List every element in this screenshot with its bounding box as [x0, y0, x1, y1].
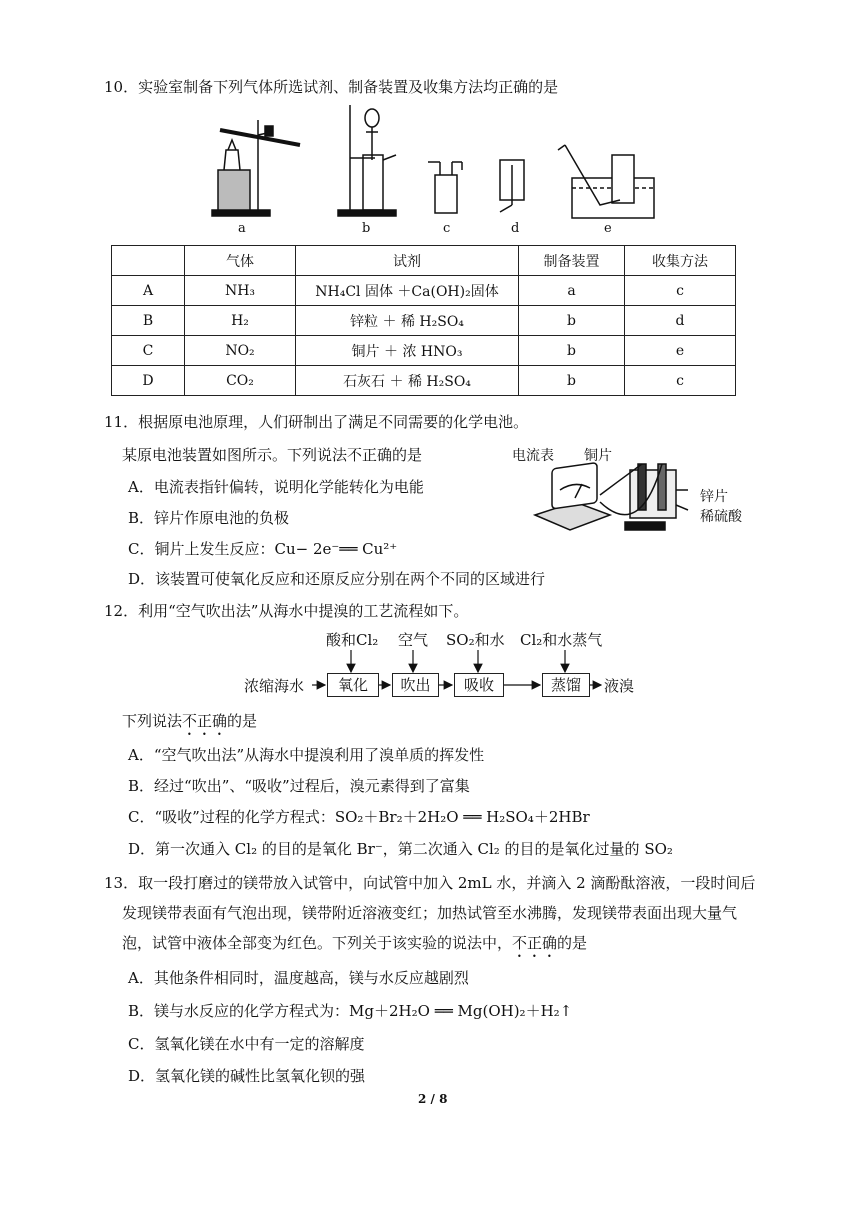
- flow-input-4: Cl₂和水蒸气: [520, 631, 603, 649]
- table-header: 收集方法: [625, 246, 736, 276]
- label-copper: 铜片: [584, 448, 612, 464]
- q13-line2: 发现镁带表面有气泡出现，镁带附近溶液变红；加热试管至水沸腾，发现镁带表面出现大量气: [122, 904, 738, 922]
- q12-sub-post: 的是: [227, 712, 258, 730]
- table-cell: CO₂: [185, 366, 296, 396]
- apparatus-label-b: b: [362, 221, 371, 236]
- table-cell: 铜片 ＋ 浓 HNO₃: [296, 336, 519, 366]
- q11-option-c: C．铜片上发生反应：Cu− 2e⁻══ Cu²⁺: [128, 540, 398, 558]
- flow-step-blow: 吹出: [392, 673, 439, 697]
- q12-sub-emph: 不正确: [182, 712, 228, 730]
- apparatus-label-a: a: [238, 221, 246, 236]
- flow-step-oxidation: 氧化: [327, 673, 379, 697]
- q13-line3-pre: 泡，试管中液体全部变为红色。下列关于该实验的说法中，: [122, 934, 513, 952]
- q12-option-a: A．“空气吹出法”从海水中提溴利用了溴单质的挥发性: [128, 746, 485, 764]
- q12-option-d: D．第一次通入 Cl₂ 的目的是氧化 Br⁻，第二次通入 Cl₂ 的目的是氧化过量的 SO₂: [128, 840, 673, 858]
- flow-input-2: 空气: [398, 631, 429, 649]
- apparatus-label-e: e: [604, 221, 612, 236]
- table-cell: NH₄Cl 固体 ＋Ca(OH)₂固体: [296, 276, 519, 306]
- table-cell: a: [519, 276, 625, 306]
- q13-line3: [122, 932, 587, 961]
- table-cell: b: [519, 336, 625, 366]
- table-cell: b: [519, 306, 625, 336]
- flow-step-distill: 蒸馏: [542, 673, 590, 697]
- table-cell: D: [112, 366, 185, 396]
- page-number: 2 / 8: [418, 1092, 448, 1106]
- q13-option-d: D．氢氧化镁的碱性比氢氧化钡的强: [128, 1067, 366, 1085]
- q10-stem: 10．实验室制备下列气体所选试剂、制备装置及收集方法均正确的是: [104, 78, 559, 96]
- table-cell: 锌粒 ＋ 稀 H₂SO₄: [296, 306, 519, 336]
- table-header: 制备装置: [519, 246, 625, 276]
- label-acid: 稀硫酸: [700, 509, 742, 525]
- q12-sub: [122, 710, 257, 739]
- table-cell: NH₃: [185, 276, 296, 306]
- table-cell: c: [625, 366, 736, 396]
- label-zinc: 锌片: [700, 489, 728, 505]
- flow-start: 浓缩海水: [244, 677, 305, 695]
- q12-option-c: C．“吸收”过程的化学方程式：SO₂＋Br₂＋2H₂O ══ H₂SO₄＋2HBr: [128, 808, 590, 826]
- q12-stem: 12．利用“空气吹出法”从海水中提溴的工艺流程如下。: [104, 602, 469, 620]
- apparatus-label-c: c: [443, 221, 451, 236]
- q11-stem: 11．根据原电池原理，人们研制出了满足不同需要的化学电池。: [104, 413, 529, 431]
- flow-input-1: 酸和Cl₂: [326, 631, 379, 649]
- table-cell: e: [625, 336, 736, 366]
- apparatus-label-d: d: [511, 221, 520, 236]
- q11-option-d: D．该装置可使氧化反应和还原反应分别在两个不同的区域进行: [128, 570, 546, 588]
- q12-option-b: B．经过“吹出”、“吸收”过程后，溴元素得到了富集: [128, 777, 470, 795]
- q13-option-a: A．其他条件相同时，温度越高，镁与水反应越剧烈: [128, 969, 469, 987]
- table-cell: H₂: [185, 306, 296, 336]
- q11-sub: 某原电池装置如图所示。下列说法不正确的是: [122, 446, 423, 464]
- q13-option-b: B．镁与水反应的化学方程式为：Mg＋2H₂O ══ Mg(OH)₂＋H₂↑: [128, 1002, 573, 1020]
- flow-input-3: SO₂和水: [446, 631, 505, 649]
- table-cell: d: [625, 306, 736, 336]
- table-header: 气体: [185, 246, 296, 276]
- table-cell: c: [625, 276, 736, 306]
- flow-end: 液溴: [604, 677, 635, 695]
- table-cell: B: [112, 306, 185, 336]
- q11-option-a: A．电流表指针偏转，说明化学能转化为电能: [128, 478, 424, 496]
- q12-sub-pre: 下列说法: [122, 712, 183, 730]
- label-ammeter: 电流表: [512, 448, 554, 464]
- table-cell: A: [112, 276, 185, 306]
- q13-line3-post: 的是: [557, 934, 588, 952]
- table-cell: b: [519, 366, 625, 396]
- flow-step-absorb: 吸收: [454, 673, 504, 697]
- table-cell: NO₂: [185, 336, 296, 366]
- q13-option-c: C．氢氧化镁在水中有一定的溶解度: [128, 1035, 365, 1053]
- q11-option-b: B．锌片作原电池的负极: [128, 509, 290, 527]
- table-cell: 石灰石 ＋ 稀 H₂SO₄: [296, 366, 519, 396]
- table-header: 试剂: [296, 246, 519, 276]
- q13-line1: 13．取一段打磨过的镁带放入试管中，向试管中加入 2mL 水，并滴入 2 滴酚酞溶液，一段时间后: [104, 874, 756, 892]
- table-cell: C: [112, 336, 185, 366]
- q13-line3-emph: 不正确: [512, 934, 558, 952]
